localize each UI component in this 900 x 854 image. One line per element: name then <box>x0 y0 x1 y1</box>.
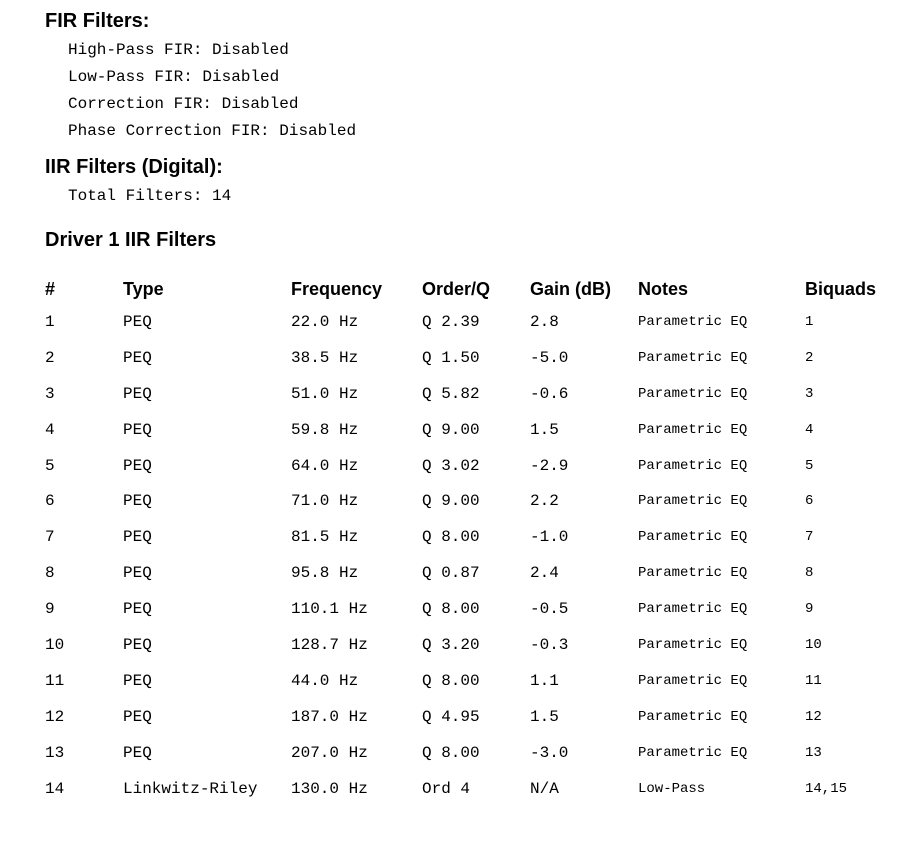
filter-gain: 2.4 <box>530 564 559 583</box>
filter-frequency: 95.8 Hz <box>291 564 359 583</box>
iir-total-filters: Total Filters: 14 <box>68 187 232 205</box>
filter-frequency: 44.0 Hz <box>291 671 359 690</box>
filter-order-q: Q 2.39 <box>422 312 480 331</box>
driver-iir-heading: Driver 1 IIR Filters <box>45 229 217 251</box>
table-row <box>45 771 885 807</box>
filter-frequency: 38.5 Hz <box>291 348 359 367</box>
filter-type: PEQ <box>123 564 152 583</box>
filter-order-q: Q 8.00 <box>422 743 480 762</box>
filter-number: 11 <box>45 671 65 690</box>
filter-number: 4 <box>45 420 55 439</box>
table-row <box>45 304 885 340</box>
filter-type: PEQ <box>123 528 152 547</box>
filter-order-q: Ord 4 <box>422 779 471 798</box>
column-header-frequency: Frequency <box>291 278 383 299</box>
column-header-number: # <box>45 278 56 299</box>
filter-gain: -5.0 <box>530 348 569 367</box>
fir-lowpass-status: Low-Pass FIR: Disabled <box>68 68 280 86</box>
table-row <box>45 699 885 735</box>
filter-biquads: 8 <box>805 565 814 582</box>
table-row <box>45 627 885 663</box>
fir-filters-heading: FIR Filters: <box>45 10 150 32</box>
filter-order-q: Q 9.00 <box>422 492 480 511</box>
table-header-row <box>45 274 885 304</box>
filter-type: PEQ <box>123 492 152 511</box>
table-row <box>45 340 885 376</box>
table-row <box>45 376 885 412</box>
filter-notes: Parametric EQ <box>638 744 748 761</box>
filter-frequency: 130.0 Hz <box>291 779 368 798</box>
filter-order-q: Q 9.00 <box>422 420 480 439</box>
column-header-order-q: Order/Q <box>422 278 491 299</box>
filter-type: PEQ <box>123 312 152 331</box>
filter-order-q: Q 3.20 <box>422 635 480 654</box>
filter-number: 5 <box>45 456 55 475</box>
filter-frequency: 22.0 Hz <box>291 312 359 331</box>
filter-biquads: 12 <box>805 708 822 725</box>
filter-biquads: 5 <box>805 457 814 474</box>
filter-gain: 1.5 <box>530 420 559 439</box>
filter-gain: -0.3 <box>530 635 569 654</box>
filter-gain: -0.5 <box>530 600 569 619</box>
filter-number: 9 <box>45 600 55 619</box>
filter-order-q: Q 8.00 <box>422 671 480 690</box>
fir-highpass-status: High-Pass FIR: Disabled <box>68 41 289 59</box>
filter-order-q: Q 0.87 <box>422 564 480 583</box>
filter-type: PEQ <box>123 600 152 619</box>
table-row <box>45 519 885 555</box>
column-header-biquads: Biquads <box>805 278 877 299</box>
filter-notes: Parametric EQ <box>638 493 748 510</box>
table-row <box>45 663 885 699</box>
filter-frequency: 64.0 Hz <box>291 456 359 475</box>
filter-notes: Parametric EQ <box>638 349 748 366</box>
table-row <box>45 735 885 771</box>
filter-notes: Parametric EQ <box>638 529 748 546</box>
filter-type: PEQ <box>123 635 152 654</box>
iir-filters-heading: IIR Filters (Digital): <box>45 156 223 178</box>
filter-gain: 1.1 <box>530 671 559 690</box>
filter-number: 8 <box>45 564 55 583</box>
filter-gain: -0.6 <box>530 384 569 403</box>
filter-number: 1 <box>45 312 55 331</box>
filter-frequency: 51.0 Hz <box>291 384 359 403</box>
filter-notes: Parametric EQ <box>638 601 748 618</box>
filter-biquads: 11 <box>805 672 822 689</box>
filter-type: PEQ <box>123 707 152 726</box>
filter-type: PEQ <box>123 743 152 762</box>
filter-number: 2 <box>45 348 55 367</box>
filter-frequency: 187.0 Hz <box>291 707 368 726</box>
filter-frequency: 128.7 Hz <box>291 635 368 654</box>
filter-number: 10 <box>45 635 65 654</box>
filter-biquads: 2 <box>805 349 814 366</box>
filter-number: 12 <box>45 707 65 726</box>
fir-phase-correction-status: Phase Correction FIR: Disabled <box>68 122 357 140</box>
filter-biquads: 1 <box>805 313 814 330</box>
fir-correction-status: Correction FIR: Disabled <box>68 95 299 113</box>
filter-notes: Parametric EQ <box>638 385 748 402</box>
filter-biquads: 3 <box>805 385 814 402</box>
filter-type: PEQ <box>123 671 152 690</box>
filter-frequency: 207.0 Hz <box>291 743 368 762</box>
filter-type: Linkwitz-Riley <box>123 779 258 798</box>
filter-gain: -1.0 <box>530 528 569 547</box>
filter-notes: Parametric EQ <box>638 636 748 653</box>
driver-iir-table <box>45 274 885 806</box>
filter-notes: Parametric EQ <box>638 313 748 330</box>
filter-notes: Parametric EQ <box>638 672 748 689</box>
filter-rows <box>45 304 885 806</box>
filter-number: 6 <box>45 492 55 511</box>
filter-type: PEQ <box>123 420 152 439</box>
filter-biquads: 13 <box>805 744 822 761</box>
filter-notes: Low-Pass <box>638 780 706 797</box>
filter-gain: -3.0 <box>530 743 569 762</box>
table-row <box>45 448 885 484</box>
table-row <box>45 555 885 591</box>
filter-notes: Parametric EQ <box>638 457 748 474</box>
filter-type: PEQ <box>123 456 152 475</box>
fir-filter-list <box>68 37 356 145</box>
column-header-type: Type <box>123 278 164 299</box>
filter-frequency: 71.0 Hz <box>291 492 359 511</box>
table-row <box>45 591 885 627</box>
filter-biquads: 14,15 <box>805 780 848 797</box>
column-header-gain: Gain (dB) <box>530 278 611 299</box>
filter-number: 14 <box>45 779 65 798</box>
filter-gain: 1.5 <box>530 707 559 726</box>
filter-frequency: 110.1 Hz <box>291 600 368 619</box>
filter-gain: -2.9 <box>530 456 569 475</box>
filter-order-q: Q 5.82 <box>422 384 480 403</box>
filter-biquads: 4 <box>805 421 814 438</box>
filter-type: PEQ <box>123 384 152 403</box>
filter-biquads: 9 <box>805 601 814 618</box>
filter-type: PEQ <box>123 348 152 367</box>
filter-biquads: 10 <box>805 636 822 653</box>
table-row <box>45 483 885 519</box>
column-header-notes: Notes <box>638 278 689 299</box>
filter-notes: Parametric EQ <box>638 421 748 438</box>
table-row <box>45 412 885 448</box>
filter-gain: N/A <box>530 779 559 798</box>
filter-biquads: 6 <box>805 493 814 510</box>
filter-order-q: Q 1.50 <box>422 348 480 367</box>
filter-order-q: Q 8.00 <box>422 528 480 547</box>
filter-order-q: Q 8.00 <box>422 600 480 619</box>
filter-gain: 2.2 <box>530 492 559 511</box>
filter-order-q: Q 3.02 <box>422 456 480 475</box>
filter-notes: Parametric EQ <box>638 565 748 582</box>
filter-frequency: 59.8 Hz <box>291 420 359 439</box>
filter-biquads: 7 <box>805 529 814 546</box>
filter-number: 7 <box>45 528 55 547</box>
filter-gain: 2.8 <box>530 312 559 331</box>
filter-frequency: 81.5 Hz <box>291 528 359 547</box>
filter-order-q: Q 4.95 <box>422 707 480 726</box>
filter-notes: Parametric EQ <box>638 708 748 725</box>
filter-number: 13 <box>45 743 65 762</box>
filter-number: 3 <box>45 384 55 403</box>
